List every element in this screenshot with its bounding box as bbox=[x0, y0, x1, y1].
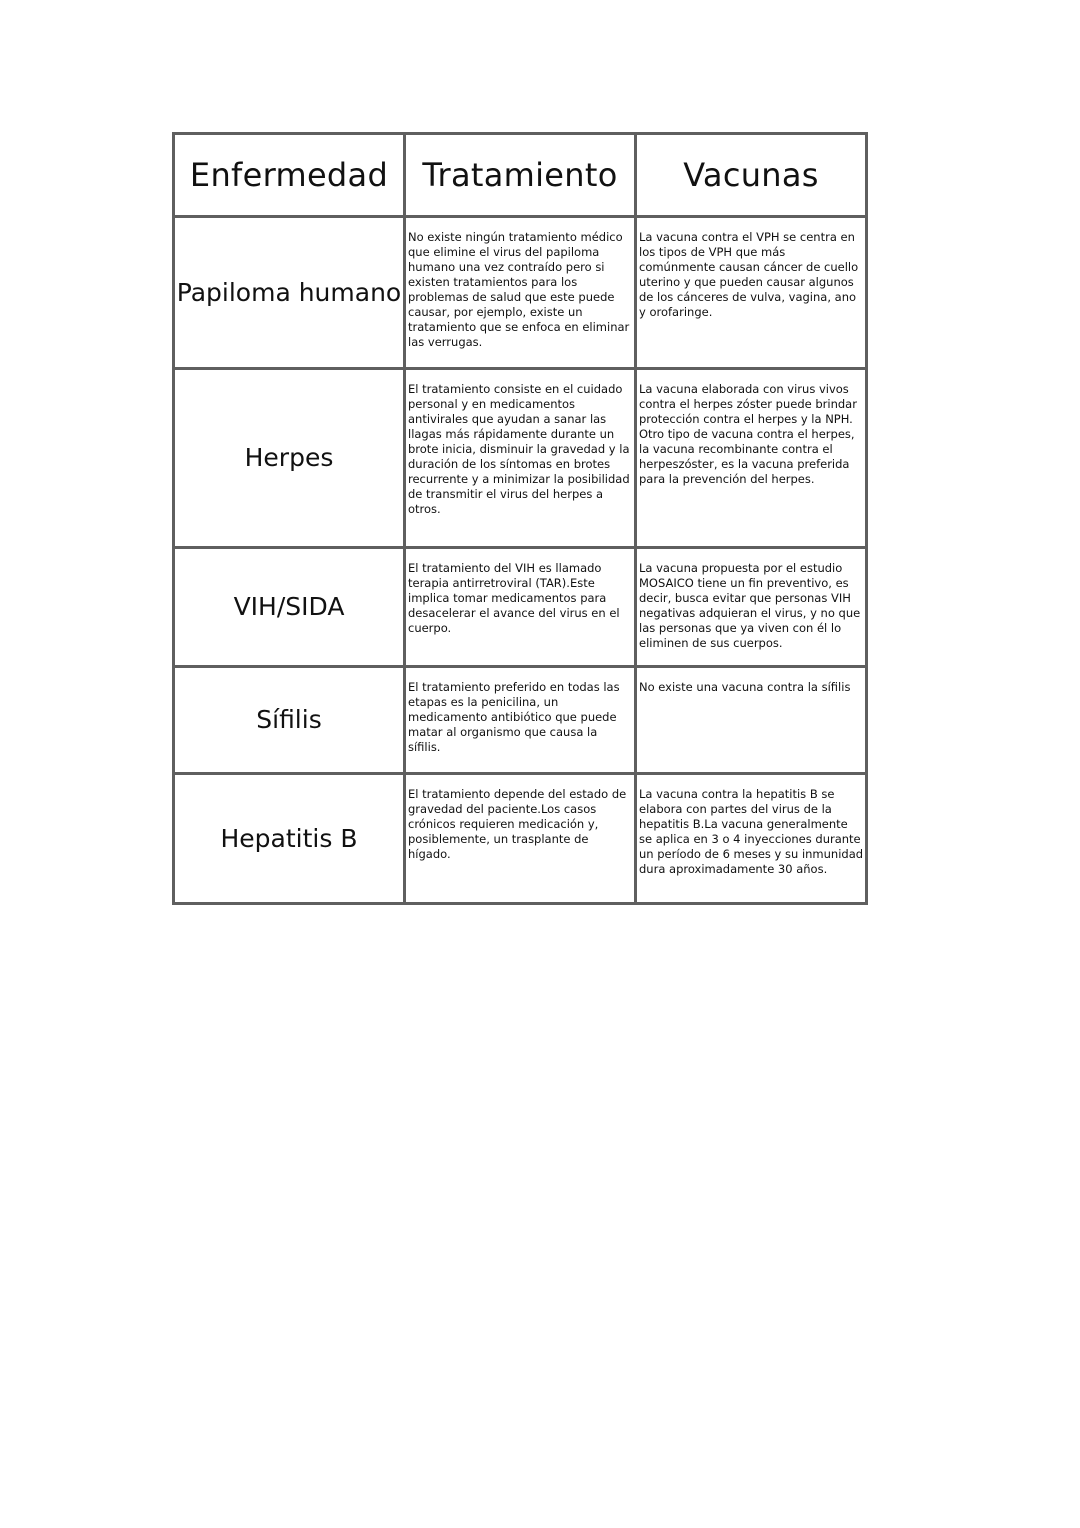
vaccine-text: La vacuna contra la hepatitis B se elabora con partes del virus de la hepatitis B.La vacuna generalmente se aplica en 3 o 4 inyecciones durante un período de 6 meses y su inmunidad dura aproximadamente 30 años. bbox=[636, 774, 867, 904]
vaccine-text: No existe una vacuna contra la sífilis bbox=[636, 667, 867, 774]
table-row bbox=[174, 548, 867, 667]
header-treatment: Tratamiento bbox=[405, 134, 636, 217]
header-row bbox=[174, 134, 867, 217]
header-vaccines: Vacunas bbox=[636, 134, 867, 217]
disease-name: VIH/SIDA bbox=[174, 548, 405, 667]
vaccine-text: La vacuna elaborada con virus vivos contra el herpes zóster puede brindar protección contra el herpes y la NPH. Otro tipo de vacuna contra el herpes, la vacuna recombinante contra el herpeszóster, es la vacuna preferida para la prevención del herpes. bbox=[636, 369, 867, 548]
vaccine-text: La vacuna contra el VPH se centra en los tipos de VPH que más comúnmente causan cáncer de cuello uterino y que pueden causar algunos de los cánceres de vulva, vagina, ano y orofaringe. bbox=[636, 217, 867, 369]
header-disease: Enfermedad bbox=[174, 134, 405, 217]
treatment-text: El tratamiento consiste en el cuidado personal y en medicamentos antivirales que ayudan a sanar las llagas más rápidamente durante un brote inicia, disminuir la gravedad y la duración de los síntomas en brotes recurrente y a minimizar la posibilidad de transmitir el virus del herpes a otros. bbox=[408, 382, 630, 516]
treatment-text: El tratamiento preferido en todas las etapas es la penicilina, un medicamento antibiótico que puede matar al organismo que causa la sífilis. bbox=[405, 667, 636, 774]
treatment-cell bbox=[405, 369, 636, 548]
disease-name: Sífilis bbox=[174, 667, 405, 774]
vaccine-text: La vacuna propuesta por el estudio MOSAICO tiene un fin preventivo, es decir, busca evitar que personas VIH negativas adquieran el virus, y no que las personas que ya viven con él lo eliminen de sus cuerpos. bbox=[636, 548, 867, 667]
treatment-text: El tratamiento depende del estado de gravedad del paciente.Los casos crónicos requieren medicación y, posiblemente, un trasplante de hígado. bbox=[405, 774, 636, 904]
table-row bbox=[174, 667, 867, 774]
disease-name: Hepatitis B bbox=[174, 774, 405, 904]
disease-name: Papiloma humano bbox=[174, 217, 405, 369]
table-row bbox=[174, 369, 867, 548]
disease-name: Herpes bbox=[174, 369, 405, 548]
treatment-text: El tratamiento del VIH es llamado terapia antirretroviral (TAR).Este implica tomar medicamentos para desacelerar el avance del virus en el cuerpo. bbox=[405, 548, 636, 667]
table-row bbox=[174, 774, 867, 904]
treatment-text: No existe ningún tratamiento médico que elimine el virus del papiloma humano una vez contraído pero si existen tratamientos para los problemas de salud que este puede causar, por ejemplo, existe un tratamiento que se enfoca en eliminar las verrugas. bbox=[405, 217, 636, 369]
table-row bbox=[174, 217, 867, 369]
disease-table bbox=[172, 132, 868, 905]
